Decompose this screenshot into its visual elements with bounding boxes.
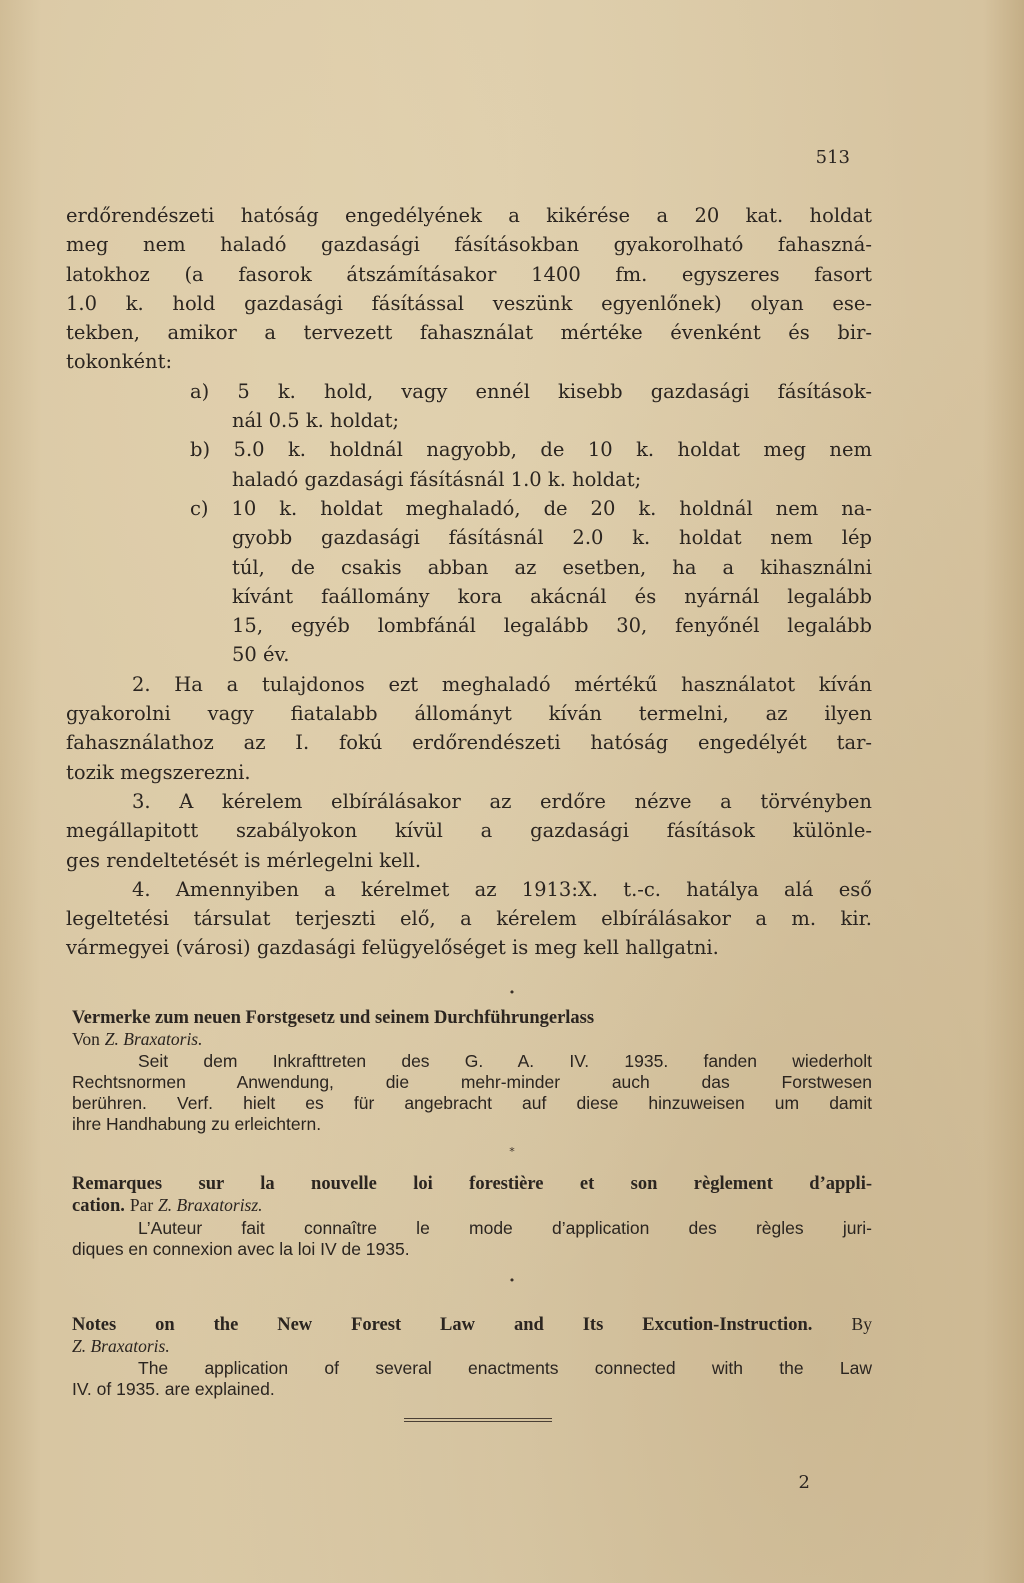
text-line: c) 10 k. holdat meghaladó, de 20 k. holdnál nem na- (190, 496, 872, 520)
summary-title: Vermerke zum neuen Forstgesetz und seinem Durchführungerlass (72, 1008, 595, 1028)
summary-french (72, 1174, 872, 1260)
text-line: vármegyei (városi) gazdasági felügyelőséget is meg kell hallgatni. (66, 936, 719, 960)
author-name: Z. Braxatoris. (72, 1336, 170, 1357)
summary-title: Notes on the New Forest Law and Its Excution-Instruction. (72, 1315, 813, 1335)
summary-body-line: IV. of 1935. are explained. (72, 1378, 275, 1399)
text-line: megállapitott szabályokon kívül a gazdasági fásítások különle- (66, 819, 872, 843)
text-line: nál 0.5 k. holdat; (232, 409, 400, 433)
summary-body-line: ihre Handhabung zu erleichtern. (72, 1114, 322, 1135)
text-line: ges rendeltetését is mérlegelni kell. (66, 848, 422, 872)
summary-author-line (72, 1029, 872, 1050)
signature-number: 2 (798, 1472, 810, 1493)
text-line: tokonként: (66, 350, 173, 374)
summary-body-line: Seit dem Inkrafttreten des G. A. IV. 1935. fanden wiederholt (138, 1050, 872, 1071)
text-line: meg nem haladó gazdasági fásításokban gyakorolható fahaszná- (66, 233, 872, 257)
text-line: 15, egyéb lombfánál legalább 30, fenyőnél legalább (232, 614, 872, 638)
author-prefix: Von (72, 1029, 100, 1050)
page-number: 513 (815, 147, 850, 168)
text-line: 3. A kérelem elbírálásakor az erdőre nézve a törvényben (132, 789, 872, 813)
main-text-body (66, 201, 872, 963)
text-line: gyobb gazdasági fásításnál 2.0 k. holdat nem lép (232, 526, 872, 550)
text-line: kívánt faállomány kora akácnál és nyárnál legalább (232, 584, 872, 608)
author-prefix: Par (129, 1195, 154, 1216)
summary-body-line: L’Auteur fait connaître le mode d’application des règles juri- (138, 1217, 872, 1238)
text-line: legeltetési társulat terjeszti elő, a kérelem elbírálásakor a m. kir. (66, 907, 872, 931)
summary-title-continued: cation. (72, 1196, 125, 1217)
text-line: latokhoz (a fasorok átszámításakor 1400 fm. egyszeres fasort (66, 262, 872, 286)
summary-german (72, 1008, 872, 1136)
section-separator: • (508, 986, 516, 999)
text-line: tozik megszerezni. (66, 760, 251, 784)
section-separator: * (509, 1145, 515, 1158)
author-name: Z. Braxatorisz. (158, 1195, 263, 1216)
text-line: túl, de csakis abban az esetben, ha a kihasználni (232, 555, 872, 579)
text-line: tekben, amikor a tervezett fahasználat mértéke évenként és bir- (66, 321, 872, 345)
text-line: b) 5.0 k. holdnál nagyobb, de 10 k. holdat meg nem (190, 438, 872, 462)
text-line: 4. Amennyiben a kérelmet az 1913:X. t.-c. hatálya alá eső (132, 877, 872, 901)
summary-title-line (72, 1314, 872, 1336)
text-line: 1.0 k. hold gazdasági fásítással veszünk egyenlőnek) olyan ese- (66, 291, 872, 315)
text-line: gyakorolni vagy fiatalabb állományt kíván termelni, az ilyen (66, 702, 872, 726)
author-prefix: By (851, 1314, 872, 1334)
text-line: 2. Ha a tulajdonos ezt meghaladó mértékű használatot kíván (132, 672, 872, 696)
closing-rule (404, 1421, 552, 1422)
summary-body-line: Rechtsnormen Anwendung, die mehr-minder auch das Forstwesen (72, 1071, 872, 1092)
text-line: 50 év. (232, 643, 290, 667)
summary-body-line: diques en connexion avec la loi IV de 1935. (72, 1238, 410, 1259)
text-line: erdőrendészeti hatóság engedélyének a kikérése a 20 kat. holdat (66, 204, 872, 227)
summary-english (72, 1314, 872, 1400)
closing-rule (404, 1418, 552, 1419)
summary-body-line: The application of several enactments connected with the Law (138, 1357, 872, 1378)
section-separator: • (508, 1274, 516, 1287)
text-line: haladó gazdasági fásításnál 1.0 k. holdat; (232, 467, 642, 491)
text-line: fahasználathoz az I. fokú erdőrendészeti hatóság engedélyét tar- (66, 731, 872, 755)
summary-body-line: berühren. Verf. hielt es für angebracht auf diese hinzuweisen um damit (72, 1093, 872, 1114)
summary-title: Remarques sur la nouvelle loi forestière et son règlement d’appli- (72, 1174, 872, 1194)
text-line: a) 5 k. hold, vagy ennél kisebb gazdasági fásítások- (190, 379, 872, 403)
summary-author-line (72, 1195, 872, 1217)
author-name: Z. Braxatoris. (104, 1029, 203, 1050)
